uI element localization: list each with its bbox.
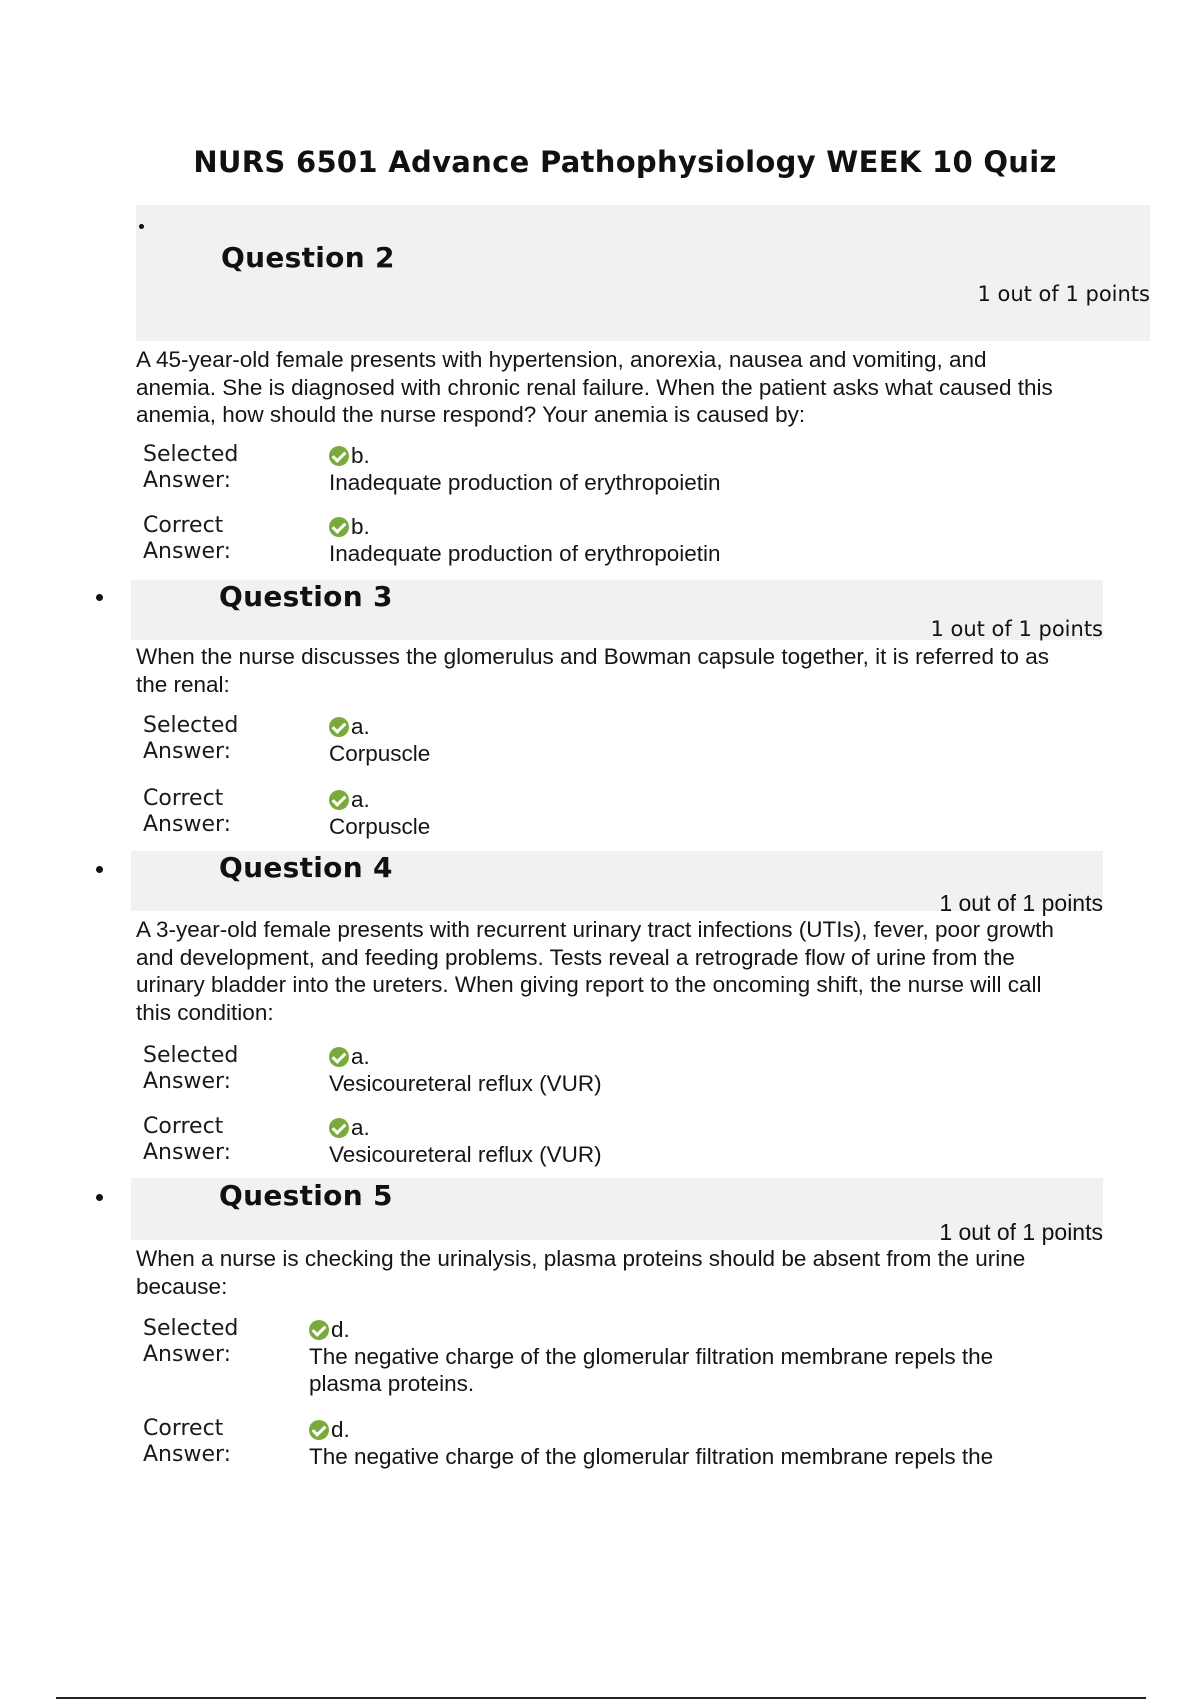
page-title: NURS 6501 Advance Pathophysiology WEEK 10 Quiz <box>193 145 1057 179</box>
question-points: 1 out of 1 points <box>930 617 1103 641</box>
check-icon <box>329 1047 349 1067</box>
selected-label: Selected Answer: <box>143 713 239 764</box>
check-icon <box>329 517 349 537</box>
check-icon <box>329 1118 349 1138</box>
check-icon <box>329 717 349 737</box>
correct-label: Correct Answer: <box>143 1416 232 1467</box>
check-icon <box>329 790 349 810</box>
question-title: Question 4 <box>219 851 393 884</box>
question-title: Question 2 <box>221 241 395 274</box>
selected-answer: a. Corpuscle <box>329 714 431 766</box>
selected-label: Selected Answer: <box>143 1316 239 1367</box>
question-text: A 45-year-old female presents with hypertension, anorexia, nausea and vomiting, and anemia. She is diagnosed with chronic renal failure. When the patient asks what caused this anemia, how should the nurse respond? Your anemia is caused by: <box>136 347 1053 427</box>
correct-label: Correct Answer: <box>143 786 232 837</box>
selected-label: Selected Answer: <box>143 442 239 493</box>
question-points: 1 out of 1 points <box>939 890 1103 916</box>
selected-label: Selected Answer: <box>143 1043 239 1094</box>
correct-answer: d. The negative charge of the glomerular filtration membrane repels the <box>309 1417 994 1469</box>
list-bullet <box>96 594 103 601</box>
correct-answer: b. Inadequate production of erythropoietin <box>329 514 721 566</box>
selected-answer: a. Vesicoureteral reflux (VUR) <box>329 1044 602 1096</box>
check-icon <box>329 446 349 466</box>
check-icon <box>309 1420 329 1440</box>
question-text: When the nurse discusses the glomerulus and Bowman capsule together, it is referred to as the renal: <box>136 644 1049 697</box>
list-bullet <box>96 866 103 873</box>
question-title: Question 3 <box>219 580 393 613</box>
question-text: A 3-year-old female presents with recurrent urinary tract infections (UTIs), fever, poor growth and development, and feeding problems. Tests reveal a retrograde flow of urine from the urinary bladder into the ureters. When giving report to the oncoming shift, the nurse will call this condition: <box>136 917 1054 1025</box>
check-icon <box>309 1320 329 1340</box>
correct-label: Correct Answer: <box>143 513 232 564</box>
question-title: Question 5 <box>219 1179 393 1212</box>
list-bullet <box>139 224 144 229</box>
list-bullet <box>96 1194 103 1201</box>
correct-answer: a. Vesicoureteral reflux (VUR) <box>329 1115 602 1167</box>
footer-divider <box>56 1697 1146 1699</box>
correct-label: Correct Answer: <box>143 1114 232 1165</box>
correct-answer: a. Corpuscle <box>329 787 431 839</box>
question-points: 1 out of 1 points <box>939 1219 1103 1245</box>
selected-answer: b. Inadequate production of erythropoietin <box>329 443 721 495</box>
selected-answer: d. The negative charge of the glomerular filtration membrane repels the plasma proteins. <box>309 1317 994 1396</box>
question-points: 1 out of 1 points <box>977 282 1150 306</box>
question-text: When a nurse is checking the urinalysis, plasma proteins should be absent from the urine because: <box>136 1246 1026 1299</box>
